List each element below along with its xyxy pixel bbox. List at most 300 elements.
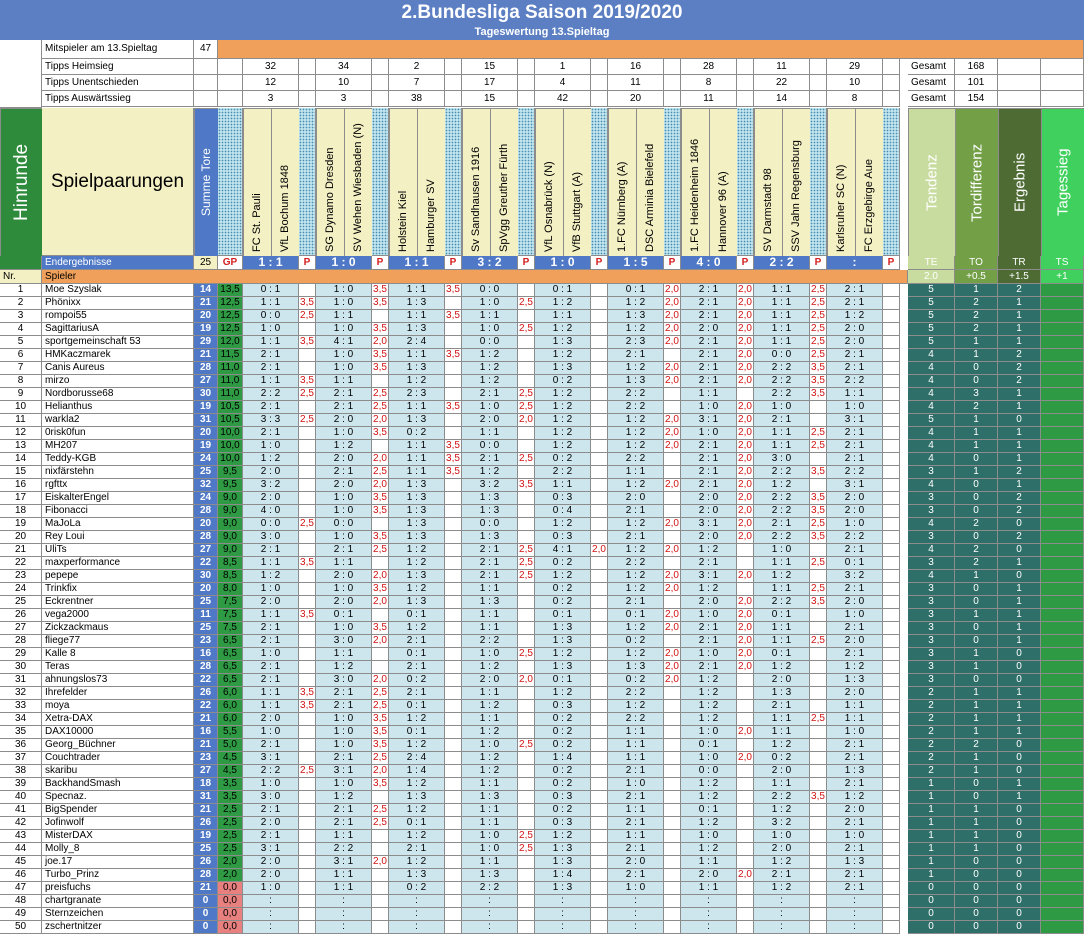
player-points bbox=[883, 752, 900, 765]
player-points: 2,0 bbox=[372, 453, 389, 466]
player-summe-tore: 14 bbox=[194, 284, 218, 297]
player-tipp: 2 : 1 bbox=[681, 479, 737, 492]
player-points: 2,5 bbox=[518, 401, 535, 414]
player-tipp: : bbox=[608, 908, 664, 921]
player-name: chartgranate bbox=[42, 895, 194, 908]
player-tipp: 0 : 0 bbox=[462, 440, 518, 453]
player-points: 2,0 bbox=[737, 518, 754, 531]
player-te: 5 bbox=[908, 284, 955, 297]
player-to: 0 bbox=[955, 505, 998, 518]
player-gp: 7,5 bbox=[218, 596, 243, 609]
player-points: 2,0 bbox=[737, 349, 754, 362]
player-summe-tore: 22 bbox=[194, 700, 218, 713]
player-points: 3,5 bbox=[372, 726, 389, 739]
player-tipp: 2 : 1 bbox=[827, 817, 883, 830]
player-gp: 6,5 bbox=[218, 648, 243, 661]
player-points: 3,5 bbox=[810, 596, 827, 609]
player-points bbox=[591, 791, 608, 804]
player-tipp: 2 : 1 bbox=[827, 297, 883, 310]
player-points bbox=[591, 739, 608, 752]
player-points bbox=[372, 908, 389, 921]
player-points bbox=[883, 817, 900, 830]
player-tipp: 1 : 1 bbox=[243, 687, 299, 700]
player-tipp: 1 : 3 bbox=[535, 622, 591, 635]
player-summe-tore: 24 bbox=[194, 453, 218, 466]
player-tipp: 1 : 0 bbox=[827, 830, 883, 843]
player-ts bbox=[1041, 414, 1084, 427]
player-tipp: 1 : 1 bbox=[608, 739, 664, 752]
player-points: 2,0 bbox=[664, 661, 681, 674]
player-points bbox=[883, 466, 900, 479]
player-summe-tore: 20 bbox=[194, 310, 218, 323]
player-tipp: 1 : 2 bbox=[389, 856, 445, 869]
player-nr: 19 bbox=[0, 518, 42, 531]
player-tipp: : bbox=[316, 908, 372, 921]
player-points bbox=[372, 830, 389, 843]
player-tipp: 2 : 1 bbox=[827, 843, 883, 856]
player-nr: 46 bbox=[0, 869, 42, 882]
player-tipp: 2 : 1 bbox=[681, 284, 737, 297]
player-tipp: 1 : 0 bbox=[243, 778, 299, 791]
player-to: 1 bbox=[955, 336, 998, 349]
player-tipp: 1 : 2 bbox=[754, 856, 810, 869]
player-tipp: 1 : 0 bbox=[316, 739, 372, 752]
player-tipp: 0 : 1 bbox=[535, 609, 591, 622]
player-tipp: 1 : 0 bbox=[827, 609, 883, 622]
player-points: 3,5 bbox=[445, 440, 462, 453]
meta-unent-pad1 bbox=[998, 75, 1041, 91]
player-tr: 1 bbox=[998, 687, 1041, 700]
player-te: 4 bbox=[908, 453, 955, 466]
player-points bbox=[737, 713, 754, 726]
player-name: zschertnitzer bbox=[42, 921, 194, 934]
player-nr: 23 bbox=[0, 570, 42, 583]
player-summe-tore: 11 bbox=[194, 609, 218, 622]
player-name: Nordborusse68 bbox=[42, 388, 194, 401]
player-points bbox=[299, 661, 316, 674]
player-gp: 8,0 bbox=[218, 583, 243, 596]
player-tipp: 1 : 2 bbox=[389, 544, 445, 557]
player-points bbox=[591, 492, 608, 505]
player-tipp: 1 : 0 bbox=[462, 648, 518, 661]
player-tipp: 0 : 0 bbox=[462, 518, 518, 531]
player-tipp: 1 : 1 bbox=[462, 427, 518, 440]
player-points: 2,0 bbox=[518, 674, 535, 687]
player-tipp: 1 : 1 bbox=[681, 388, 737, 401]
player-points bbox=[591, 336, 608, 349]
player-points: 2,0 bbox=[664, 297, 681, 310]
player-nr: 13 bbox=[0, 440, 42, 453]
player-points bbox=[518, 726, 535, 739]
player-points bbox=[883, 908, 900, 921]
player-points bbox=[445, 557, 462, 570]
player-nr: 17 bbox=[0, 492, 42, 505]
match-6-home: 1.FC Nürnberg (A) bbox=[608, 108, 636, 256]
player-points bbox=[445, 687, 462, 700]
player-name: MisterDAX bbox=[42, 830, 194, 843]
player-points bbox=[591, 557, 608, 570]
player-to: 0 bbox=[955, 882, 998, 895]
player-points bbox=[664, 726, 681, 739]
player-ts bbox=[1041, 362, 1084, 375]
player-tipp: 0 : 0 bbox=[462, 284, 518, 297]
player-points: 3,5 bbox=[299, 687, 316, 700]
player-tipp: 1 : 2 bbox=[535, 648, 591, 661]
player-points: 2,0 bbox=[664, 362, 681, 375]
player-tipp: 1 : 2 bbox=[681, 817, 737, 830]
player-points bbox=[518, 700, 535, 713]
player-points bbox=[299, 739, 316, 752]
player-tipp: 2 : 2 bbox=[827, 375, 883, 388]
player-name: moya bbox=[42, 700, 194, 713]
player-tipp: 1 : 1 bbox=[608, 752, 664, 765]
player-to: 2 bbox=[955, 297, 998, 310]
player-tipp: 2 : 2 bbox=[754, 791, 810, 804]
player-points bbox=[737, 388, 754, 401]
player-summe-tore: 19 bbox=[194, 440, 218, 453]
player-summe-tore: 22 bbox=[194, 674, 218, 687]
player-ts bbox=[1041, 531, 1084, 544]
player-points bbox=[518, 921, 535, 934]
player-ts bbox=[1041, 375, 1084, 388]
player-tipp: 2 : 1 bbox=[608, 349, 664, 362]
player-points bbox=[445, 362, 462, 375]
player-points: 2,5 bbox=[299, 765, 316, 778]
player-points bbox=[445, 375, 462, 388]
match-7-p-label: P bbox=[737, 256, 754, 270]
player-tipp: 1 : 0 bbox=[316, 297, 372, 310]
player-tipp: 1 : 1 bbox=[754, 635, 810, 648]
player-points: 2,0 bbox=[372, 570, 389, 583]
player-gp: 12,5 bbox=[218, 297, 243, 310]
player-nr: 15 bbox=[0, 466, 42, 479]
player-points bbox=[883, 804, 900, 817]
player-summe-tore: 26 bbox=[194, 817, 218, 830]
player-to: 2 bbox=[955, 544, 998, 557]
player-points bbox=[299, 752, 316, 765]
player-tipp: 0 : 1 bbox=[389, 700, 445, 713]
match-3-home: Holstein Kiel bbox=[389, 108, 417, 256]
player-tr: 0 bbox=[998, 895, 1041, 908]
player-te: 2 bbox=[908, 752, 955, 765]
player-summe-tore: 20 bbox=[194, 583, 218, 596]
player-points bbox=[591, 908, 608, 921]
player-points: 2,0 bbox=[372, 336, 389, 349]
player-points: 2,5 bbox=[372, 752, 389, 765]
player-tipp: 1 : 2 bbox=[681, 713, 737, 726]
player-points bbox=[591, 843, 608, 856]
player-points bbox=[591, 661, 608, 674]
player-tipp: : bbox=[243, 921, 299, 934]
player-tipp: 1 : 0 bbox=[316, 362, 372, 375]
player-tipp: 2 : 0 bbox=[316, 479, 372, 492]
player-gp: 3,5 bbox=[218, 778, 243, 791]
player-points bbox=[591, 635, 608, 648]
player-to: 2 bbox=[955, 739, 998, 752]
player-points bbox=[883, 544, 900, 557]
player-tipp: 1 : 2 bbox=[535, 427, 591, 440]
player-points: 2,5 bbox=[299, 388, 316, 401]
player-points bbox=[810, 570, 827, 583]
player-tipp: 1 : 3 bbox=[389, 596, 445, 609]
player-points: 3,5 bbox=[372, 492, 389, 505]
player-to: 1 bbox=[955, 687, 998, 700]
player-points bbox=[299, 427, 316, 440]
player-points bbox=[518, 856, 535, 869]
player-points bbox=[591, 895, 608, 908]
player-points bbox=[810, 804, 827, 817]
player-ts bbox=[1041, 882, 1084, 895]
match-3-tipps-u: 7 bbox=[389, 75, 445, 91]
to-points: +0.5 bbox=[955, 270, 998, 284]
player-te: 4 bbox=[908, 375, 955, 388]
match-7-tipps-a-pad bbox=[737, 91, 754, 107]
player-nr: 35 bbox=[0, 726, 42, 739]
player-points bbox=[737, 674, 754, 687]
player-name: EiskalterEngel bbox=[42, 492, 194, 505]
player-ts bbox=[1041, 323, 1084, 336]
player-points bbox=[445, 635, 462, 648]
player-tipp: 0 : 2 bbox=[535, 804, 591, 817]
player-tipp: 1 : 0 bbox=[681, 726, 737, 739]
player-tipp: 0 : 1 bbox=[754, 609, 810, 622]
player-points: 2,0 bbox=[372, 674, 389, 687]
player-to: 0 bbox=[955, 492, 998, 505]
player-ts bbox=[1041, 583, 1084, 596]
player-points: 2,0 bbox=[737, 570, 754, 583]
player-tipp: 1 : 3 bbox=[535, 336, 591, 349]
player-tipp: 1 : 3 bbox=[389, 791, 445, 804]
player-points bbox=[518, 778, 535, 791]
match-2-tipps-h: 34 bbox=[316, 59, 372, 75]
player-tipp: 0 : 2 bbox=[608, 674, 664, 687]
meta-ausw-pad2 bbox=[1041, 91, 1084, 107]
player-tipp: 3 : 0 bbox=[243, 791, 299, 804]
player-nr: 34 bbox=[0, 713, 42, 726]
player-tr: 1 bbox=[998, 622, 1041, 635]
player-gp: 6,5 bbox=[218, 661, 243, 674]
player-tr: 1 bbox=[998, 323, 1041, 336]
match-8-tipps-a: 14 bbox=[754, 91, 810, 107]
player-tipp: 0 : 2 bbox=[535, 765, 591, 778]
player-te: 1 bbox=[908, 778, 955, 791]
player-tipp: 2 : 4 bbox=[389, 752, 445, 765]
player-tipp: 2 : 2 bbox=[754, 375, 810, 388]
player-points: 2,0 bbox=[372, 856, 389, 869]
player-tipp: 1 : 0 bbox=[243, 726, 299, 739]
player-points bbox=[810, 726, 827, 739]
player-tipp: 2 : 2 bbox=[608, 388, 664, 401]
player-tipp: 4 : 1 bbox=[316, 336, 372, 349]
meta-heim-label: Tipps Heimsieg bbox=[42, 59, 194, 75]
player-points bbox=[445, 895, 462, 908]
player-tipp: 1 : 3 bbox=[535, 843, 591, 856]
meta-mitspieler: 47 bbox=[194, 40, 218, 59]
player-tipp: 1 : 2 bbox=[681, 674, 737, 687]
player-tipp: 3 : 0 bbox=[316, 635, 372, 648]
player-points bbox=[591, 804, 608, 817]
player-points: 3,5 bbox=[299, 557, 316, 570]
player-points bbox=[591, 830, 608, 843]
player-points bbox=[883, 375, 900, 388]
player-ts bbox=[1041, 713, 1084, 726]
player-summe-tore: 16 bbox=[194, 648, 218, 661]
match-8-tipps-u-pad bbox=[810, 75, 827, 91]
meta-orange-bar bbox=[218, 40, 1084, 59]
player-points bbox=[737, 830, 754, 843]
player-nr: 37 bbox=[0, 752, 42, 765]
player-points bbox=[591, 349, 608, 362]
player-tipp: 1 : 3 bbox=[389, 492, 445, 505]
player-name: BigSpender bbox=[42, 804, 194, 817]
match-7-tipps-u: 8 bbox=[681, 75, 737, 91]
player-points bbox=[518, 284, 535, 297]
player-nr: 10 bbox=[0, 401, 42, 414]
player-ts bbox=[1041, 830, 1084, 843]
player-tipp: 1 : 2 bbox=[535, 349, 591, 362]
player-points bbox=[737, 817, 754, 830]
player-tipp: 1 : 1 bbox=[462, 583, 518, 596]
player-tipp: 2 : 2 bbox=[243, 765, 299, 778]
player-points bbox=[883, 635, 900, 648]
player-name: Couchtrader bbox=[42, 752, 194, 765]
player-tipp: 3 : 1 bbox=[243, 843, 299, 856]
player-tipp: 1 : 1 bbox=[462, 817, 518, 830]
player-points: 3,5 bbox=[810, 531, 827, 544]
player-tipp: 2 : 1 bbox=[316, 700, 372, 713]
player-summe-tore: 19 bbox=[194, 323, 218, 336]
player-points: 2,5 bbox=[518, 830, 535, 843]
player-to: 1 bbox=[955, 817, 998, 830]
meta-heim-gesamt-label: Gesamt bbox=[908, 59, 955, 75]
player-nr: 38 bbox=[0, 765, 42, 778]
player-points: 2,0 bbox=[664, 544, 681, 557]
match-8-tipps-h-pad bbox=[810, 59, 827, 75]
player-tipp: 1 : 2 bbox=[462, 375, 518, 388]
player-nr: 39 bbox=[0, 778, 42, 791]
player-to: 0 bbox=[955, 479, 998, 492]
player-tipp: 1 : 3 bbox=[608, 661, 664, 674]
player-tipp: 2 : 0 bbox=[243, 856, 299, 869]
player-te: 3 bbox=[908, 622, 955, 635]
player-tr: 0 bbox=[998, 908, 1041, 921]
player-to: 1 bbox=[955, 284, 998, 297]
player-tipp: 0 : 1 bbox=[535, 284, 591, 297]
match-1-away: VfL Bochum 1848 bbox=[271, 108, 299, 256]
player-tipp: 1 : 1 bbox=[389, 401, 445, 414]
player-to: 0 bbox=[955, 622, 998, 635]
player-name: mirzo bbox=[42, 375, 194, 388]
player-points bbox=[883, 830, 900, 843]
match-5-away: VfB Stuttgart (A) bbox=[563, 108, 591, 256]
player-points bbox=[518, 440, 535, 453]
player-tipp: 1 : 2 bbox=[535, 570, 591, 583]
player-ts bbox=[1041, 739, 1084, 752]
player-points bbox=[810, 544, 827, 557]
player-points: 2,0 bbox=[737, 622, 754, 635]
player-to: 2 bbox=[955, 557, 998, 570]
player-points: 2,5 bbox=[299, 518, 316, 531]
player-tipp: 0 : 2 bbox=[535, 739, 591, 752]
player-points: 2,0 bbox=[664, 414, 681, 427]
player-tipp: 3 : 2 bbox=[462, 479, 518, 492]
player-tipp: 1 : 2 bbox=[462, 466, 518, 479]
player-points: 2,0 bbox=[372, 414, 389, 427]
player-points: 2,5 bbox=[299, 310, 316, 323]
player-gp: 5,0 bbox=[218, 739, 243, 752]
player-points: 2,0 bbox=[518, 414, 535, 427]
match-3-tipps-a-pad bbox=[445, 91, 462, 107]
player-points bbox=[299, 362, 316, 375]
player-points bbox=[445, 648, 462, 661]
player-gp: 9,5 bbox=[218, 466, 243, 479]
player-points bbox=[372, 843, 389, 856]
player-tipp: 2 : 1 bbox=[754, 700, 810, 713]
player-tr: 2 bbox=[998, 531, 1041, 544]
player-tipp: 1 : 2 bbox=[535, 518, 591, 531]
player-tipp: 3 : 1 bbox=[827, 479, 883, 492]
player-tipp: 1 : 1 bbox=[389, 453, 445, 466]
player-to: 1 bbox=[955, 752, 998, 765]
player-points: 2,0 bbox=[737, 375, 754, 388]
player-tipp: 1 : 1 bbox=[608, 804, 664, 817]
player-points: 2,0 bbox=[737, 648, 754, 661]
player-tipp: 2 : 0 bbox=[316, 453, 372, 466]
player-tr: 1 bbox=[998, 401, 1041, 414]
player-name: Specnaz. bbox=[42, 791, 194, 804]
player-points bbox=[591, 479, 608, 492]
player-ts bbox=[1041, 661, 1084, 674]
player-tipp: 0 : 1 bbox=[608, 609, 664, 622]
player-tipp: 1 : 1 bbox=[754, 622, 810, 635]
player-points bbox=[810, 895, 827, 908]
player-points bbox=[883, 349, 900, 362]
player-summe-tore: 21 bbox=[194, 739, 218, 752]
player-points bbox=[664, 700, 681, 713]
player-points bbox=[372, 895, 389, 908]
player-points: 3,5 bbox=[299, 700, 316, 713]
player-points bbox=[445, 817, 462, 830]
player-to: 1 bbox=[955, 570, 998, 583]
player-tipp: 1 : 0 bbox=[243, 323, 299, 336]
player-gp: 9,0 bbox=[218, 544, 243, 557]
player-ts bbox=[1041, 921, 1084, 934]
player-points: 2,5 bbox=[518, 739, 535, 752]
player-points bbox=[445, 427, 462, 440]
player-points: 2,5 bbox=[372, 687, 389, 700]
match-6-tipps-a: 20 bbox=[608, 91, 664, 107]
player-tipp: 2 : 0 bbox=[827, 323, 883, 336]
player-tr: 0 bbox=[998, 817, 1041, 830]
player-points bbox=[591, 817, 608, 830]
player-nr: 22 bbox=[0, 557, 42, 570]
player-tr: 2 bbox=[998, 349, 1041, 362]
te-label: TE bbox=[908, 256, 955, 270]
player-tipp: 1 : 3 bbox=[462, 492, 518, 505]
player-ts bbox=[1041, 466, 1084, 479]
player-tipp: 1 : 2 bbox=[316, 440, 372, 453]
match-3-tipps-h-pad bbox=[445, 59, 462, 75]
player-points: 3,5 bbox=[299, 609, 316, 622]
player-tipp: 3 : 1 bbox=[243, 752, 299, 765]
player-points bbox=[445, 531, 462, 544]
player-name: Sternzeichen bbox=[42, 908, 194, 921]
player-ts bbox=[1041, 336, 1084, 349]
player-tipp: 2 : 2 bbox=[754, 466, 810, 479]
player-tipp: 2 : 1 bbox=[681, 375, 737, 388]
player-tipp: 1 : 0 bbox=[316, 284, 372, 297]
player-points bbox=[445, 479, 462, 492]
